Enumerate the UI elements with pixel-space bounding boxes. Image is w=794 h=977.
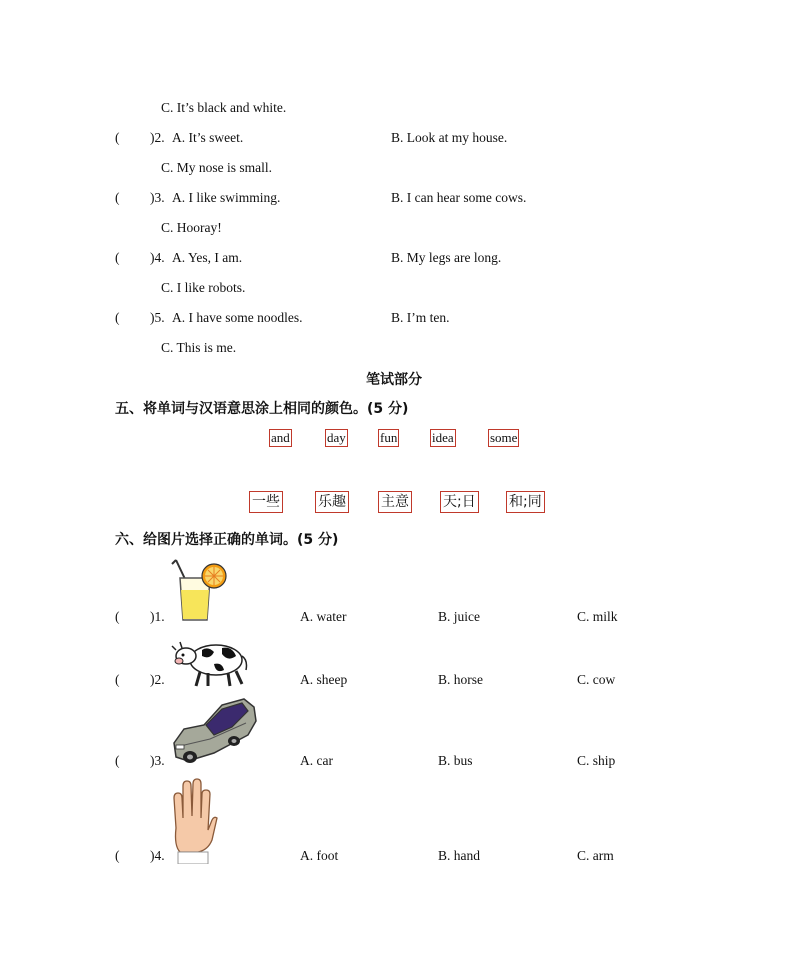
cow-icon [170,636,248,688]
meaning-box-yixie[interactable]: 一些 [249,491,283,513]
q4-option-a: A. Yes, I am. [172,250,243,265]
pic-item3-paren-open: ( [115,753,120,768]
q5-option-c: C. This is me. [161,340,237,355]
word-box-day[interactable]: day [327,430,346,445]
written-section-title: 笔试部分 [366,372,422,388]
pic-item2-option-c: C. cow [577,672,616,687]
q4-option-b: B. My legs are long. [391,250,502,265]
q5-number: )5. [150,310,165,325]
pic-item1-paren-open: ( [115,609,120,624]
pic-item3-option-a: A. car [300,753,333,768]
q3-option-c: C. Hooray! [161,220,222,235]
pic-item3-number: )3. [150,753,165,768]
pic-item1-option-b: B. juice [438,609,480,624]
pic-item3-option-c: C. ship [577,753,616,768]
section5-title: 五、将单词与汉语意思涂上相同的颜色。(5 分) [115,401,409,417]
pic-item1-option-a: A. water [300,609,347,624]
pic-item4-number: )4. [150,848,165,863]
pic-item2-option-a: A. sheep [300,672,348,687]
car-icon [170,695,258,767]
q3-option-a: A. I like swimming. [172,190,281,205]
meaning-box-he-tong[interactable]: 和;同 [506,491,545,513]
pic-item4-paren-open: ( [115,848,120,863]
pic-item4-option-a: A. foot [300,848,339,863]
word-box-and[interactable]: and [271,430,290,445]
hand-icon [170,778,218,864]
q5-paren-open: ( [115,310,120,325]
pic-item4-option-c: C. arm [577,848,614,863]
q4-number: )4. [150,250,165,265]
q3-option-b: B. I can hear some cows. [391,190,527,205]
pic-item3-option-b: B. bus [438,753,473,768]
meaning-box-tian-ri[interactable]: 天;日 [440,491,479,513]
q3-number: )3. [150,190,165,205]
pic-item1-option-c: C. milk [577,609,618,624]
pic-item1-number: )1. [150,609,165,624]
pic-item4-option-b: B. hand [438,848,480,863]
q2-paren-open: ( [115,130,120,145]
q4-option-c: C. I like robots. [161,280,246,295]
q3-paren-open: ( [115,190,120,205]
pic-item2-paren-open: ( [115,672,120,687]
pic-item2-number: )2. [150,672,165,687]
word-box-some[interactable]: some [490,430,518,445]
q2-number: )2. [150,130,165,145]
meaning-box-zhuyi[interactable]: 主意 [378,491,412,513]
meaning-box-lequ[interactable]: 乐趣 [315,491,349,513]
section6-title: 六、给图片选择正确的单词。(5 分) [115,532,339,548]
pic-item2-option-b: B. horse [438,672,483,687]
q4-paren-open: ( [115,250,120,265]
q5-option-b: B. I’m ten. [391,310,450,325]
word-box-fun[interactable]: fun [380,430,398,445]
q5-option-a: A. I have some noodles. [172,310,303,325]
word-box-idea[interactable]: idea [432,430,454,445]
q2-option-c: C. My nose is small. [161,160,273,175]
juice-glass-icon [170,558,232,624]
q1-option-c: C. It’s black and white. [161,100,287,115]
q2-option-a: A. It’s sweet. [172,130,244,145]
q2-option-b: B. Look at my house. [391,130,508,145]
